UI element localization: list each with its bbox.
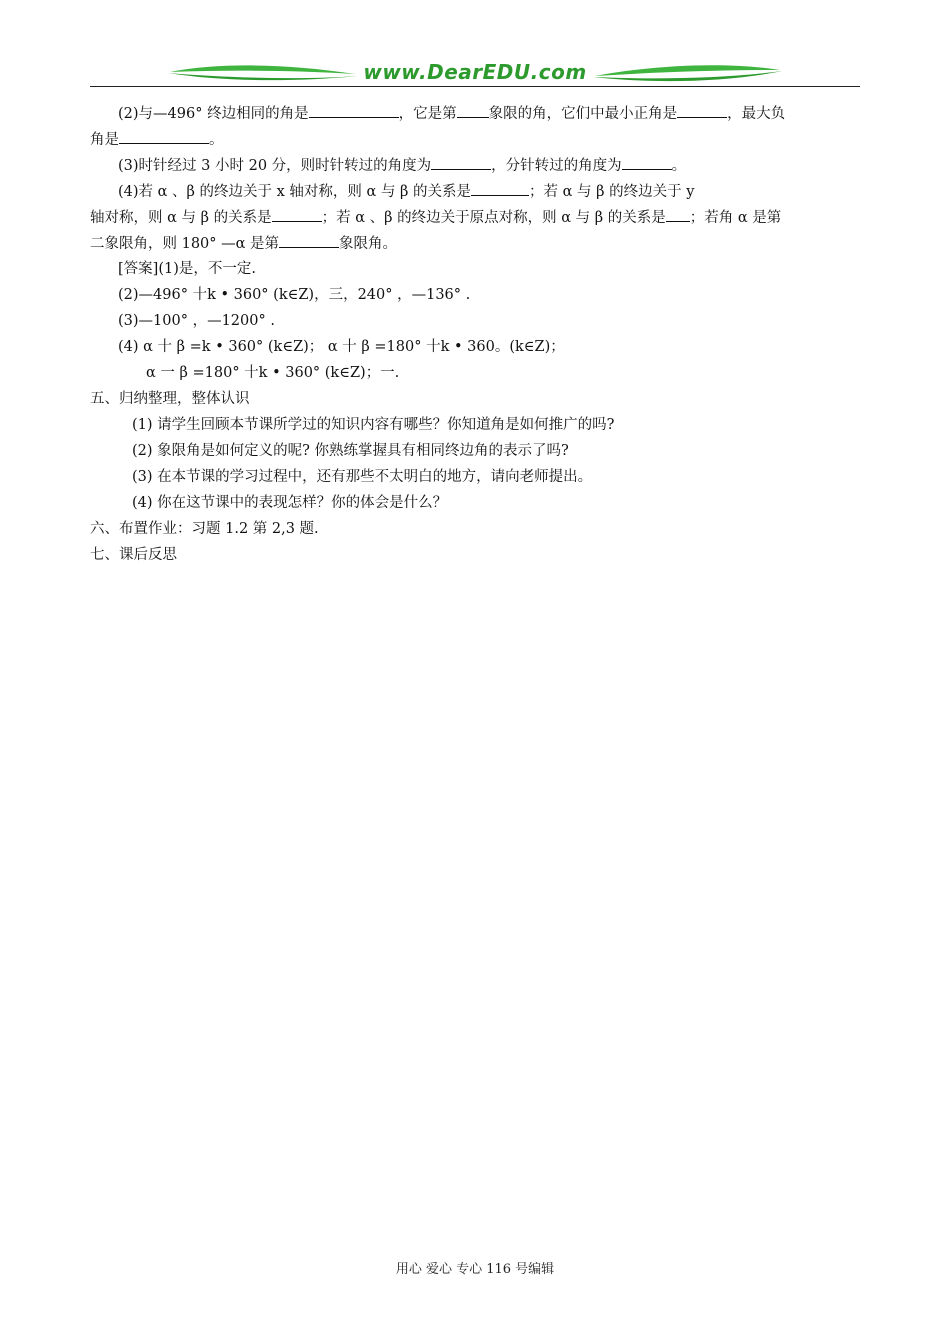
answer-4-continued: α 一 β =180° 十k • 360° (k∈Z)；一. [146,365,400,381]
question-3: (3)时针经过 3 小时 20 分，则时针转过的角度为 ，分针转过的角度为 。 [90,152,860,178]
answer-blank [471,178,529,196]
section-5-title: 五、归纳整理，整体认识 [90,391,250,407]
question-2-line-2: 角是 。 [90,126,860,152]
question-4-line-2: 轴对称，则 α 与 β 的关系是 ；若 α 、β 的终边关于原点对称，则 α 与 β 的关系是 ；若角 α 是第 [90,204,860,230]
answer-blank [119,126,209,144]
answer-blank [622,152,672,170]
summary-item: (4) 你在这节课中的表现怎样？你的体会是什么？ [132,495,448,511]
answer-2: (2)—496° 十k • 360° (k∈Z)，三，240° ，—136° . [118,287,471,303]
answer-blank [677,100,727,118]
summary-item: (3) 在本节课的学习过程中，还有那些不太明白的地方，请向老师提出。 [132,469,593,485]
answer-blank [666,204,690,222]
answer-blank [431,152,491,170]
document-body [90,100,860,568]
question-4-line-3: 二象限角，则 180° —α 是第 象限角。 [90,230,860,256]
section-7-title: 七、课后反思 [90,547,177,563]
header-divider [90,86,860,87]
answer-3: (3)—100° ，—1200° . [118,313,275,329]
page-footer: 用心 爱心 专心 116 号编辑 [395,1262,555,1277]
site-logo[interactable]: www.DearEDU.com [363,60,587,84]
answer-blank [309,100,399,118]
answer-blank [279,230,339,248]
answer-blank [457,100,489,118]
answer-4: (4) α 十 β =k • 360° (k∈Z)； α 十 β =180° 十k • 360。(k∈Z)； [118,339,565,355]
summary-item: (1) 请学生回顾本节课所学过的知识内容有哪些？你知道角是如何推广的吗? [132,417,615,433]
section-6-title: 六、布置作业：习题 1.2 第 2,3 题. [90,521,319,537]
question-2-line-1: (2)与—496° 终边相同的角是 ，它是第 象限的角，它们中最小正角是 ，最大负 [90,100,860,126]
question-4-line-1: (4)若 α 、β 的终边关于 x 轴对称，则 α 与 β 的关系是 ；若 α 与 β 的终边关于 y [90,178,860,204]
summary-item: (2) 象限角是如何定义的呢? 你熟练掌握具有相同终边角的表示了吗? [132,443,569,459]
answer-1: [答案](1)是，不一定. [118,261,256,277]
answer-blank [272,204,322,222]
